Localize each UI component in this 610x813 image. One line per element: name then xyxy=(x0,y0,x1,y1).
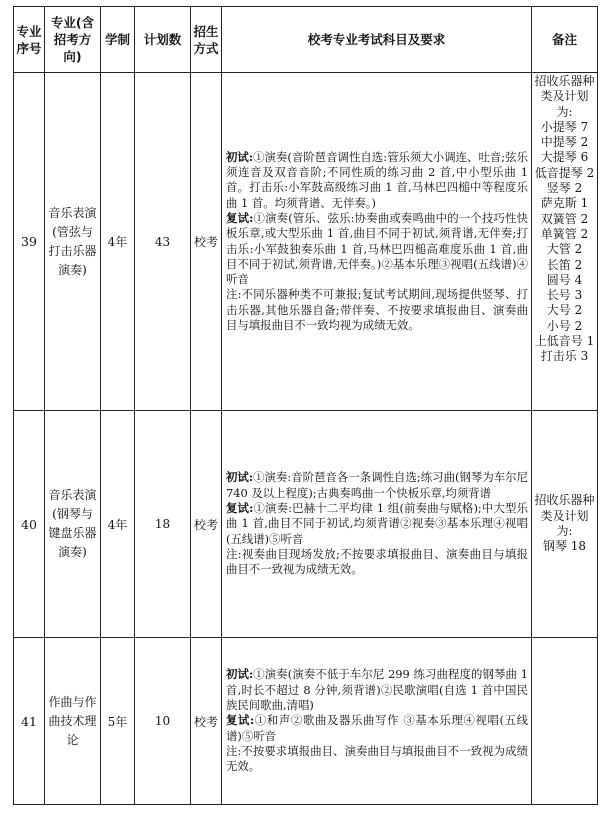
row-notes xyxy=(532,411,598,638)
requirement-note xyxy=(226,287,528,333)
note-line: 小号 2 xyxy=(546,318,583,333)
row-notes xyxy=(532,73,598,411)
header-major: 专业(含招考方向) xyxy=(45,7,101,73)
requirement-retest xyxy=(226,501,528,547)
row-serial: 40 xyxy=(14,411,45,638)
requirement-text: ①演奏(演奏不低于车尔尼 299 练习曲程度的钢琴曲 1 首,时长不超过 8 分钟,须背谱)②民歌演唱(自选 1 首中国民族民间歌曲,清唱) xyxy=(226,667,528,713)
requirement-text: ①演奏(管乐、弦乐:协奏曲或奏鸣曲中的一个技巧性快板乐章,或大型乐曲 1 首,曲目不同于初试,须背谱,无伴奏;打击乐:小军鼓独奏乐曲 1 首,马林巴四槌高难度乐曲 1 首,曲目不同于初试,须背谱,无伴奏。)②基本乐理③视唱(五线谱)④听音 xyxy=(226,210,528,287)
table-row xyxy=(14,638,598,805)
requirement-label: 初试: xyxy=(226,470,254,485)
requirement-text: ①演奏(音阶琶音调性自选:管乐须大小调连、吐音;弦乐须连音及双音音阶;不同性质的练习曲 2 首,中小型乐曲 1 首。打击乐:小军鼓高级练习曲 1 首,马林巴四槌中等程度乐曲 1 首。均须背谱、无伴奏。) xyxy=(226,149,528,210)
note-line: 小提琴 7 xyxy=(540,119,589,134)
note-line: 招收乐器种类及计划为: xyxy=(534,74,595,119)
requirement-note xyxy=(226,744,528,775)
requirement-text: 注:视奏曲目现场发放;不按要求填报曲目、演奏曲目与填报曲目不一致视为成绩无效。 xyxy=(226,546,528,577)
row-method: 校考 xyxy=(191,411,222,638)
requirement-label: 复试: xyxy=(226,501,254,516)
header-duration: 学制 xyxy=(101,7,135,73)
note-line: 上低音号 1 xyxy=(534,334,595,349)
note-line: 大提琴 6 xyxy=(540,150,589,165)
row-method: 校考 xyxy=(191,73,222,411)
note-line: 打击乐 3 xyxy=(540,349,589,364)
row-requirements xyxy=(222,73,532,411)
note-line: 大管 2 xyxy=(546,242,583,257)
requirement-text: ①演奏:巴赫十二平均律 1 组(前奏曲与赋格);中大型乐曲 1 首,曲目不同于初试,均须背谱②视奏③基本乐理④视唱(五线谱)⑤听音 xyxy=(226,501,528,546)
requirement-preliminary xyxy=(226,470,528,501)
row-requirements xyxy=(222,411,532,638)
header-notes: 备注 xyxy=(532,7,598,73)
requirement-text: 注:不按要求填报曲目、演奏曲目与填报曲目不一致视为成绩无效。 xyxy=(226,743,528,774)
note-line: 长号 3 xyxy=(546,288,583,303)
requirement-preliminary xyxy=(226,667,528,713)
header-method: 招生方式 xyxy=(191,7,222,73)
requirement-retest xyxy=(226,713,528,744)
note-line: 圆号 4 xyxy=(546,272,583,287)
admissions-table xyxy=(13,6,598,805)
note-line: 钢琴 18 xyxy=(542,539,587,554)
note-line: 中提琴 2 xyxy=(540,135,589,150)
note-line: 萨克斯 1 xyxy=(540,196,589,211)
requirement-retest xyxy=(226,211,528,287)
header-plan: 计划数 xyxy=(135,7,191,73)
row-major: 音乐表演(管弦与打击乐器演奏) xyxy=(45,73,101,411)
table-row xyxy=(14,73,598,411)
note-line: 大号 2 xyxy=(546,303,583,318)
row-plan: 10 xyxy=(135,638,191,805)
note-line: 招收乐器种类及计划为: xyxy=(534,493,595,538)
row-major: 音乐表演(钢琴与键盘乐器演奏) xyxy=(45,411,101,638)
row-method: 校考 xyxy=(191,638,222,805)
row-plan: 18 xyxy=(135,411,191,638)
header-requirements: 校考专业考试科目及要求 xyxy=(222,7,532,73)
table-row xyxy=(14,411,598,638)
row-notes-empty xyxy=(532,638,598,805)
row-major: 作曲与作曲技术理论 xyxy=(45,638,101,805)
note-line: 单簧管 2 xyxy=(540,226,589,241)
note-line: 低音提琴 2 xyxy=(534,165,595,180)
requirement-preliminary xyxy=(226,150,528,211)
requirement-label: 初试: xyxy=(226,149,254,164)
row-duration: 4年 xyxy=(101,411,135,638)
row-duration: 5年 xyxy=(101,638,135,805)
requirement-label: 复试: xyxy=(226,210,254,225)
header-row xyxy=(14,7,598,73)
requirement-label: 复试: xyxy=(226,713,255,728)
requirement-note xyxy=(226,547,528,578)
requirement-text: ①演奏:音阶琶音各一条调性自选;练习曲(钢琴为车尔尼 740 及以上程度);古典奏鸣曲一个快板乐章,均须背谱 xyxy=(226,470,528,500)
row-plan: 43 xyxy=(135,73,191,411)
requirement-text: ①和声②歌曲及器乐曲写作 ③基本乐理④视唱(五线谱)⑤听音 xyxy=(226,713,528,743)
row-requirements xyxy=(222,638,532,805)
note-line: 竖琴 2 xyxy=(546,181,583,196)
note-line: 双簧管 2 xyxy=(540,211,589,226)
row-serial: 41 xyxy=(14,638,45,805)
requirement-text: 注:不同乐器种类不可兼报;复试考试期间,现场提供竖琴、打击乐器,其他乐器自备;带伴奏、不按要求填报曲目、演奏曲目与填报曲目不一致均视为成绩无效。 xyxy=(226,287,528,332)
note-line: 长笛 2 xyxy=(546,257,583,272)
row-duration: 4年 xyxy=(101,73,135,411)
header-serial: 专业序号 xyxy=(14,7,45,73)
row-serial: 39 xyxy=(14,73,45,411)
requirement-label: 初试: xyxy=(226,667,254,682)
